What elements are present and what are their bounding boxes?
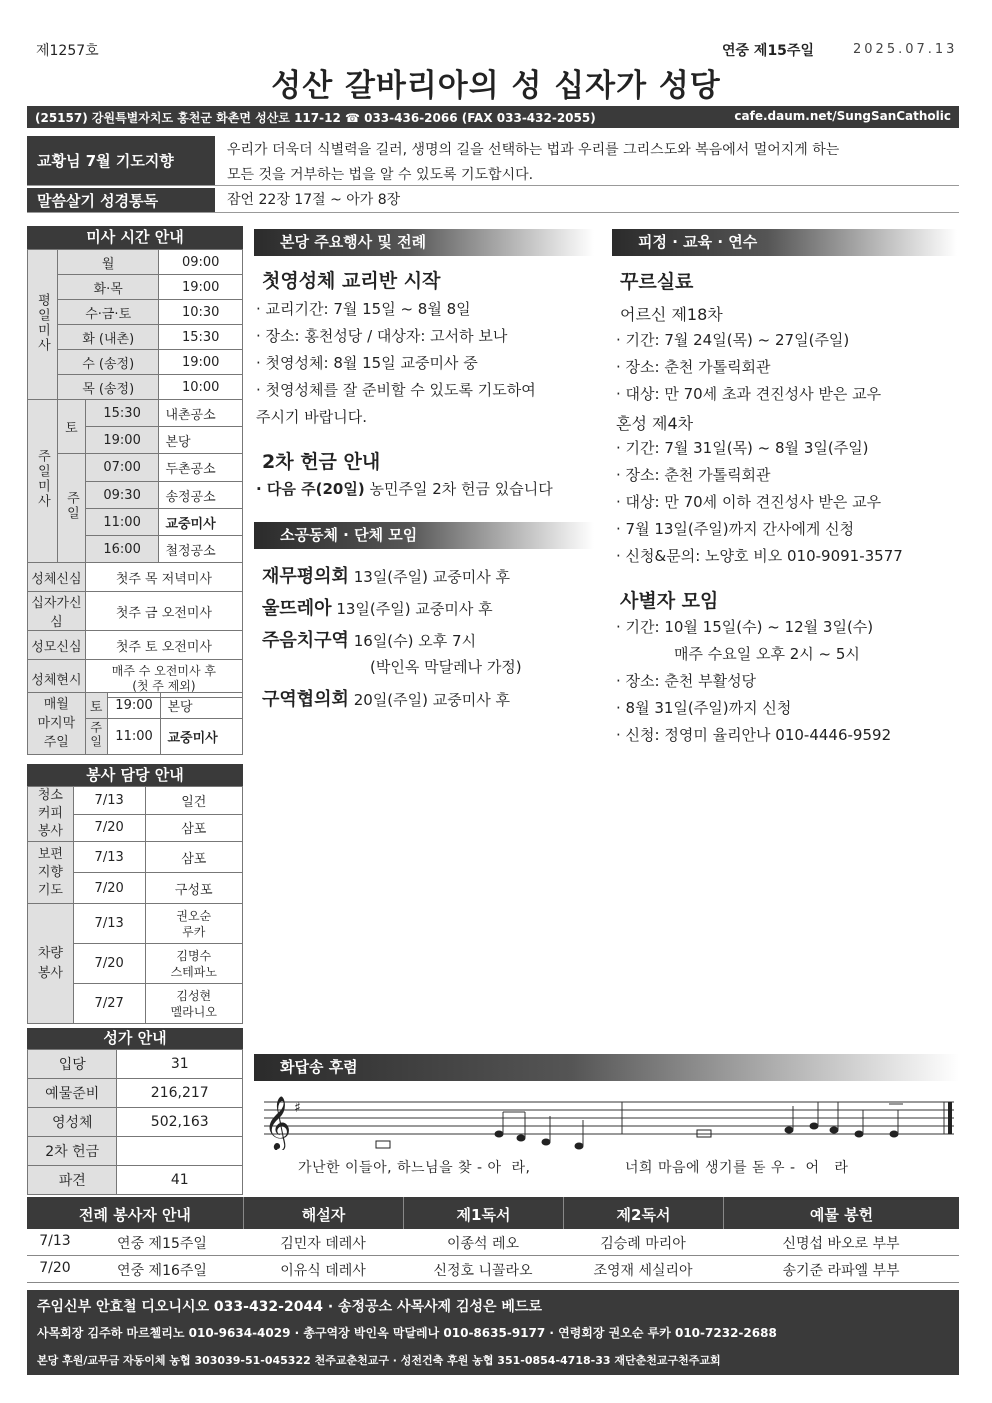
devotion-time: 첫주 토 오전미사 bbox=[85, 631, 242, 660]
weekday-day: 화 (내촌) bbox=[57, 325, 159, 350]
weekday-time: 19:00 bbox=[159, 350, 243, 375]
mixed-cursillo-details bbox=[616, 435, 961, 570]
service-date: 7/20 bbox=[73, 873, 145, 904]
ministry-row bbox=[27, 1229, 959, 1256]
weekday-time: 10:30 bbox=[159, 300, 243, 325]
svg-text:𝄞: 𝄞 bbox=[264, 1095, 292, 1149]
group-item bbox=[262, 594, 493, 620]
last-sunday-label bbox=[28, 693, 86, 755]
weekday-day: 수 (송정) bbox=[57, 350, 159, 375]
psalm-lyrics-1: 가난한 이들아, 하느님을 찾 - 아 라, bbox=[298, 1160, 531, 1176]
mass-times-title: 미사 시간 안내 bbox=[27, 226, 243, 249]
ministry-row bbox=[27, 1256, 959, 1283]
detail-line: · 8월 31일(주일)까지 신청 bbox=[616, 699, 792, 717]
pope-intention-row bbox=[27, 136, 959, 186]
last-sunday-label-3: 주일 bbox=[43, 735, 69, 750]
person-name: 권오순 bbox=[176, 908, 212, 923]
sun-place: 철정공소 bbox=[159, 536, 243, 563]
service-person bbox=[145, 944, 242, 984]
first-communion-title: 첫영성체 교리반 시작 bbox=[262, 270, 441, 292]
last-sun-place: 교중미사 bbox=[161, 719, 243, 755]
hymn-number: 31 bbox=[117, 1050, 243, 1079]
last-sat-label: 토 bbox=[85, 693, 107, 719]
sunday-label: 주일 bbox=[57, 454, 85, 563]
ministry-reader1: 신정호 니꼴라오 bbox=[433, 1263, 533, 1279]
hymns-table bbox=[27, 1049, 243, 1195]
saturday-label: 토 bbox=[57, 400, 85, 454]
group-item bbox=[262, 562, 510, 588]
detail-line: · 장소: 춘천 가톨릭회관 bbox=[616, 358, 771, 376]
intercession-label-2: 지향 bbox=[37, 864, 63, 880]
elder-cursillo-details bbox=[616, 327, 961, 408]
weekday-time: 19:00 bbox=[159, 275, 243, 300]
group-item bbox=[262, 685, 510, 711]
service-date: 7/20 bbox=[73, 814, 145, 842]
weekday-time: 15:30 bbox=[159, 325, 243, 350]
service-person: 일건 bbox=[145, 787, 242, 815]
cursillo-title: 꾸르실료 bbox=[620, 271, 694, 293]
first-communion-line: · 첫영성체를 잘 준비할 수 있도록 기도하여 bbox=[256, 381, 536, 399]
address: (25157) 강원특별자치도 홍천군 화촌면 성산로 117-12 ☎ 033-436-2066 (FAX 033-432-2055) bbox=[35, 111, 596, 125]
first-communion-details bbox=[256, 296, 596, 431]
first-communion-line: 주시기 바랍니다. bbox=[256, 408, 367, 426]
last-sat-time: 19:00 bbox=[107, 693, 161, 719]
weekday-day: 수·금·토 bbox=[57, 300, 159, 325]
weekday-day: 목 (송정) bbox=[57, 375, 159, 400]
sat-place: 내촌공소 bbox=[159, 400, 243, 427]
elder-cursillo-title: 어르신 제18차 bbox=[620, 305, 723, 324]
last-sunday-label-2: 마지막 bbox=[37, 716, 76, 731]
sunday-mass-label: 주일미사 bbox=[28, 400, 58, 563]
ministry-header-cell: 전례 봉사자 안내 bbox=[79, 1206, 191, 1224]
second-collection-title: 2차 헌금 안내 bbox=[262, 451, 381, 473]
pope-intention-line2: 모든 것을 거부하는 법을 알 수 있도록 기도합시다. bbox=[227, 167, 534, 183]
cafe-link[interactable]: cafe.daum.net/SungSanCatholic bbox=[734, 109, 951, 123]
group-name: 주음치구역 bbox=[262, 630, 349, 651]
group-when: 16일(수) 오후 7시 bbox=[353, 632, 477, 650]
detail-line: · 대상: 만 70세 이하 견진성사 받은 교우 bbox=[616, 493, 882, 511]
detail-line: · 대상: 만 70세 초과 견진성사 받은 교우 bbox=[616, 385, 882, 403]
sun-time: 11:00 bbox=[85, 509, 159, 536]
cleaning-label-3: 봉사 bbox=[37, 824, 63, 839]
detail-line: · 기간: 7월 24일(목) ~ 27일(주일) bbox=[616, 331, 850, 349]
events-banner: 본당 주요행사 및 전례 bbox=[254, 229, 594, 256]
cleaning-label bbox=[28, 787, 74, 842]
devotion-name: 성체신심 bbox=[28, 563, 86, 592]
service-date: 7/13 bbox=[73, 904, 145, 944]
weekday-time: 09:00 bbox=[159, 250, 243, 275]
service-table bbox=[27, 786, 243, 1024]
hymn-part: 파견 bbox=[28, 1166, 117, 1195]
ministry-date: 7/13 bbox=[39, 1233, 71, 1249]
second-collection-date: · 다음 주(20일) bbox=[256, 480, 365, 498]
sat-place: 본당 bbox=[159, 427, 243, 454]
detail-line: · 기간: 10월 15일(수) ~ 12월 3일(수) bbox=[616, 618, 874, 636]
ministry-offering: 송기준 라파엘 부부 bbox=[782, 1263, 900, 1279]
first-communion-line: · 첫영성체: 8월 15일 교중미사 중 bbox=[256, 354, 478, 372]
devotion-time-line1: 매주 수 오전미사 후 bbox=[111, 663, 216, 678]
ministry-reader2: 조영재 세실리아 bbox=[593, 1263, 693, 1279]
sun-time: 16:00 bbox=[85, 536, 159, 563]
devotion-time: 첫주 목 저녁미사 bbox=[85, 563, 242, 592]
group-when: 13일(주일) 교중미사 후 bbox=[336, 600, 493, 618]
group-name: 구역협의회 bbox=[262, 689, 349, 710]
hymn-part: 영성체 bbox=[28, 1108, 117, 1137]
sun-time: 09:30 bbox=[85, 482, 159, 509]
sat-time: 19:00 bbox=[85, 427, 159, 454]
first-communion-line: · 교리기간: 7월 15일 ~ 8월 8일 bbox=[256, 300, 471, 318]
ministry-sunday: 연중 제15주일 bbox=[117, 1236, 207, 1252]
last-sun-label: 주일 bbox=[85, 719, 107, 755]
first-communion-line: · 장소: 홍천성당 / 대상자: 고서하 보나 bbox=[256, 327, 508, 345]
person-baptismal-name: 멜라니오 bbox=[170, 1004, 217, 1019]
sun-place-main: 교중미사 bbox=[159, 509, 243, 536]
ministry-date: 7/20 bbox=[39, 1260, 71, 1276]
ministry-offering: 신명섭 바오로 부부 bbox=[782, 1236, 900, 1252]
service-title: 봉사 담당 안내 bbox=[27, 764, 243, 786]
hymn-number: 502,163 bbox=[117, 1108, 243, 1137]
detail-line: · 장소: 춘천 가톨릭회관 bbox=[616, 466, 771, 484]
devotion-time: 첫주 금 오전미사 bbox=[85, 592, 242, 631]
detail-line: · 7월 13일(주일)까지 간사에게 신청 bbox=[616, 520, 855, 538]
page-title: 성산 갈바리아의 성 십자가 성당 bbox=[271, 68, 721, 104]
person-baptismal-name: 루카 bbox=[182, 924, 206, 939]
address-bar bbox=[27, 106, 959, 128]
service-date: 7/27 bbox=[73, 984, 145, 1024]
sun-place: 두촌공소 bbox=[159, 454, 243, 482]
service-person: 구성포 bbox=[145, 873, 242, 904]
devotion-time-line2: (첫 주 제외) bbox=[132, 678, 196, 693]
hymns-title: 성가 안내 bbox=[27, 1028, 243, 1049]
service-person: 삼포 bbox=[145, 842, 242, 873]
hymn-part: 2차 헌금 bbox=[28, 1137, 117, 1166]
svg-text:♯: ♯ bbox=[294, 1100, 301, 1116]
group-name: 재무평의회 bbox=[262, 566, 349, 587]
issue-date: 2025.07.13 bbox=[853, 42, 958, 57]
hymn-number bbox=[117, 1137, 243, 1166]
last-sun-time: 11:00 bbox=[107, 719, 161, 755]
hymn-part: 입당 bbox=[28, 1050, 117, 1079]
group-when: 13일(주일) 교중미사 후 bbox=[353, 568, 510, 586]
ministry-header-cell: 해설자 bbox=[243, 1197, 403, 1229]
second-collection-desc: 농민주일 2차 헌금 있습니다 bbox=[364, 480, 553, 498]
hymn-number: 216,217 bbox=[117, 1079, 243, 1108]
retreat-banner: 피정 · 교육 · 연수 bbox=[612, 229, 957, 256]
ministry-header bbox=[27, 1197, 959, 1229]
bible-reading-label: 말씀살기 성경통독 bbox=[27, 188, 215, 212]
ministry-reader1: 이종석 레오 bbox=[446, 1236, 520, 1252]
weekday-day: 화·목 bbox=[57, 275, 159, 300]
intercession-label-1: 보편 bbox=[37, 846, 63, 862]
group-note: (박인옥 막달레나 가정) bbox=[370, 658, 522, 676]
detail-line: 매주 수요일 오후 2시 ~ 5시 bbox=[674, 645, 860, 663]
hymn-part: 예물준비 bbox=[28, 1079, 117, 1108]
last-sunday-label-1: 매월 bbox=[43, 697, 69, 712]
sun-time: 07:00 bbox=[85, 454, 159, 482]
bereaved-title: 사별자 모임 bbox=[620, 590, 719, 612]
cleaning-label-1: 청소 bbox=[37, 788, 63, 803]
liturgical-week: 연중 제15주일 bbox=[722, 43, 814, 59]
ministry-commentator: 이유식 데레사 bbox=[280, 1263, 366, 1279]
person-name: 김명수 bbox=[176, 948, 212, 963]
footer-line-2: 사목회장 김주하 마르첼리노 010-9634-4029 · 총구역장 박인옥 막달레나 010-8635-9177 · 연령회장 권오순 루카 010-7232-2688 bbox=[37, 1326, 777, 1340]
devotion-name: 십자가신심 bbox=[28, 592, 86, 631]
weekday-mass-label: 평일미사 bbox=[28, 250, 58, 400]
weekday-time: 10:00 bbox=[159, 375, 243, 400]
detail-line: · 장소: 춘천 부활성당 bbox=[616, 672, 757, 690]
ministry-header-cell: 제1독서 bbox=[403, 1197, 563, 1229]
hymn-number: 41 bbox=[117, 1166, 243, 1195]
devotion-name: 성모신심 bbox=[28, 631, 86, 660]
bible-reading-row bbox=[27, 188, 959, 213]
issue-number: 제1257호 bbox=[36, 43, 99, 59]
service-person bbox=[145, 904, 242, 944]
footer-line-3: 본당 후원/교무금 자동이체 농협 303039-51-045322 천주교춘천교구 · 성전건축 후원 농협 351-0854-4718-33 재단춘천교구천주교회 bbox=[37, 1354, 721, 1367]
ministry-reader2: 김승례 마리아 bbox=[600, 1236, 686, 1252]
psalm-banner: 화답송 후렴 bbox=[254, 1054, 959, 1081]
service-person: 삼포 bbox=[145, 814, 242, 842]
bereaved-details bbox=[616, 614, 961, 749]
ministry-sunday: 연중 제16주일 bbox=[117, 1263, 207, 1279]
bible-reading-text: 잠언 22장 17절 ~ 아가 8장 bbox=[227, 192, 401, 208]
pope-intention-line1: 우리가 더욱더 식별력을 길러, 생명의 길을 선택하는 법과 우리를 그리스도와 복음에서 멀어지게 하는 bbox=[227, 142, 840, 158]
intercession-label bbox=[28, 842, 74, 904]
psalm-score bbox=[254, 1090, 959, 1150]
psalm-lyrics-2: 너희 마음에 생기를 돋 우 - 어 라 bbox=[625, 1160, 849, 1176]
car-service-label-1: 차량 bbox=[37, 945, 63, 961]
mass-times-table bbox=[27, 249, 243, 698]
service-date: 7/13 bbox=[73, 787, 145, 815]
second-collection-text bbox=[256, 476, 601, 503]
ministry-header-cell: 제2독서 bbox=[563, 1197, 723, 1229]
weekday-day: 월 bbox=[57, 250, 159, 275]
mixed-cursillo-title: 혼성 제4차 bbox=[616, 414, 694, 433]
car-service-label bbox=[28, 904, 74, 1024]
devotion-name: 성체현시 bbox=[28, 660, 86, 698]
footer-line-1: 주임신부 안효철 디오니시오 033-432-2044 · 송정공소 사목사제 김성은 베드로 bbox=[37, 1299, 542, 1315]
car-service-label-2: 봉사 bbox=[37, 965, 63, 981]
ministry-header-cell: 예물 봉헌 bbox=[723, 1197, 959, 1229]
group-item bbox=[262, 626, 476, 652]
sat-time: 15:30 bbox=[85, 400, 159, 427]
sun-place: 송정공소 bbox=[159, 482, 243, 509]
service-date: 7/13 bbox=[73, 842, 145, 873]
ministry-commentator: 김민자 데레사 bbox=[280, 1236, 366, 1252]
pope-intention-label: 교황님 7월 기도지향 bbox=[27, 136, 215, 185]
group-when: 20일(주일) 교중미사 후 bbox=[353, 691, 510, 709]
contact-footer bbox=[27, 1290, 959, 1375]
service-person bbox=[145, 984, 242, 1024]
pope-intention-text bbox=[227, 138, 953, 188]
detail-line: · 신청&문의: 노양호 비오 010-9091-3577 bbox=[616, 547, 903, 565]
last-sunday-table bbox=[27, 692, 243, 755]
cleaning-label-2: 커피 bbox=[37, 806, 63, 821]
person-baptismal-name: 스테파노 bbox=[170, 964, 217, 979]
detail-line: · 기간: 7월 31일(목) ~ 8월 3일(주일) bbox=[616, 439, 869, 457]
groups-banner: 소공동체 · 단체 모임 bbox=[254, 522, 594, 549]
person-name: 김성현 bbox=[176, 988, 212, 1003]
intercession-label-3: 기도 bbox=[37, 882, 63, 898]
service-date: 7/20 bbox=[73, 944, 145, 984]
last-sat-place: 본당 bbox=[161, 693, 243, 719]
group-name: 울뜨레아 bbox=[262, 598, 332, 619]
detail-line: · 신청: 정영미 율리안나 010-4446-9592 bbox=[616, 726, 892, 744]
